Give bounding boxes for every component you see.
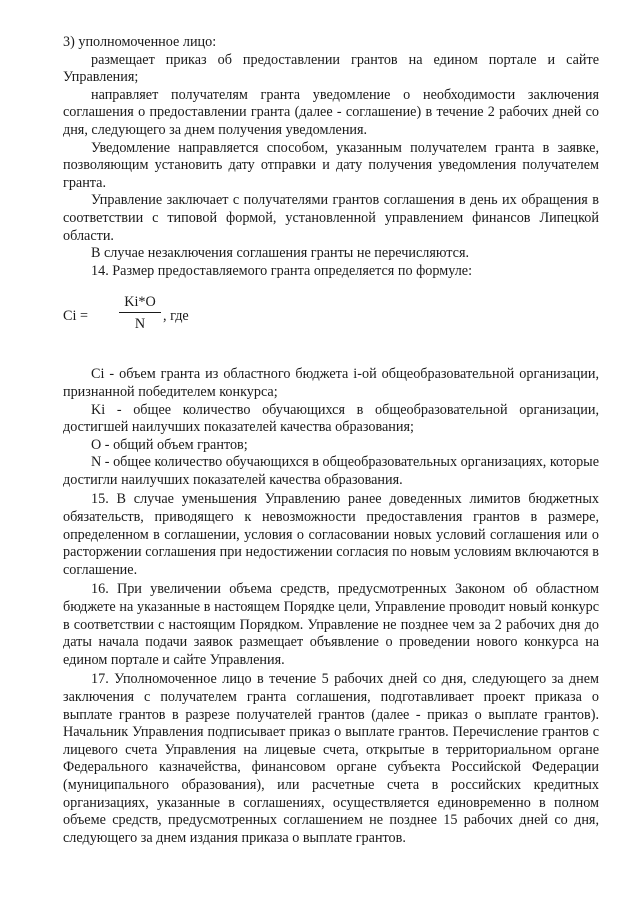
- paragraph-section-16: 16. При увеличении объема средств, предусмотренных Законом об областном бюджете на указанные в настоящем Порядке цели, Управление проводит новый конкурс в соответствии с настоящим Порядком. Управление не позднее чем за 2 рабочих дня до даты начала подачи заявок размещает объявление о проведении нового конкурса на едином портале и сайте Управления.: [63, 581, 599, 668]
- formula-lhs: Ci =: [63, 308, 88, 325]
- paragraph-authorized-person: 3) уполномоченное лицо:: [63, 34, 217, 50]
- paragraph-def-n: N - общее количество обучающихся в общеобразовательных организациях, которые достигли наилучших показателей качества образования.: [63, 454, 599, 488]
- paragraph-publish-order: размещает приказ об предоставлении грантов на едином портале и сайте Управления;: [63, 51, 599, 86]
- paragraph-def-ki: Ki - общее количество обучающихся в общеобразовательной организации, достигшей наилучших показателей качества образования;: [63, 401, 599, 436]
- grant-formula: [63, 288, 599, 354]
- paragraph-notice-method: Уведомление направляется способом, указанным получателем гранта в заявке, позволяющим установить дату отправки и дату получения уведомления получателем гранта.: [63, 139, 599, 191]
- formula-fraction: [119, 294, 161, 332]
- formula-numerator: Ki*O: [124, 294, 156, 311]
- paragraph-send-notice: направляет получателям гранта уведомление о необходимости заключения соглашения о предоставлении гранта (далее - соглашение) в течение 2 рабочих дней со дня, следующего за днем получения уведомления.: [63, 86, 599, 138]
- paragraph-def-ci: Ci - объем гранта из областного бюджета i-ой общеобразовательной организации, признанной победителем конкурса;: [63, 366, 599, 400]
- paragraph-agreement-conclusion: Управление заключает с получателями грантов соглашения в день их обращения в соответствии с типовой формой, установленной управлением финансов Липецкой области.: [63, 192, 599, 244]
- paragraph-section-14: 14. Размер предоставляемого гранта определяется по формуле:: [91, 262, 473, 279]
- formula-denominator: N: [134, 316, 146, 333]
- document-page: [63, 34, 599, 847]
- paragraph-no-agreement: В случае незаключения соглашения гранты не перечисляются.: [91, 245, 470, 262]
- paragraph-def-o: O - общий объем грантов;: [91, 436, 248, 453]
- fraction-bar: [119, 312, 161, 313]
- paragraph-section-17: 17. Уполномоченное лицо в течение 5 рабочих дней со дня, следующего за днем заключения с получателем гранта соглашения, подготавливает проект приказа о выплате грантов в разрезе получателей грантов (далее - приказ о выплате грантов). Начальник Управления подписывает приказ о выплате грантов. Перечисление грантов с лицевого счета Управления на лицевые счета, открытые в территориальном органе Федерального казначейства, финансовом органе субъекта Российской Федерации (муниципального образования), или расчетные счета в российских кредитных организациях, указанные в соглашениях, осуществляется единовременно в полном объеме средств, предусмотренных соглашением не позднее 15 рабочих дней со дня, следующего за днем издания приказа о выплате грантов.: [63, 671, 599, 846]
- paragraph-section-15: 15. В случае уменьшения Управлению ранее доведенных лимитов бюджетных обязательств, приводящего к невозможности предоставления грантов в размере, определенном в соглашении, условия о согласовании новых условий соглашения или о расторжении соглашения при недостижении согласия по новым условиям включаются в соглашение.: [63, 491, 599, 578]
- formula-tail: , где: [163, 308, 189, 325]
